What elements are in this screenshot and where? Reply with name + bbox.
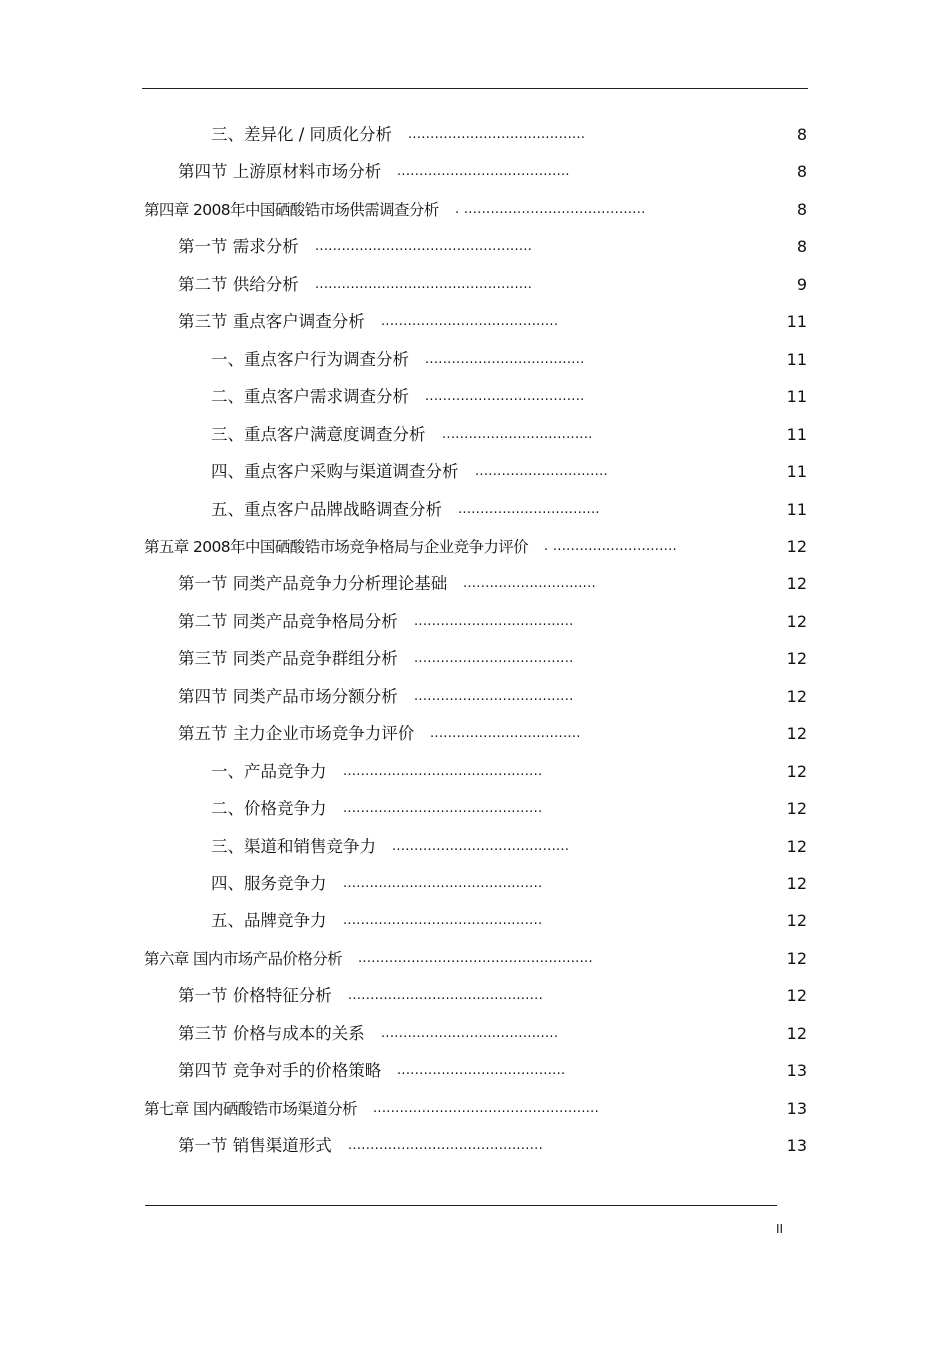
toc-entry-page: 11 (786, 387, 807, 407)
toc-entry-label: 第一节 同类产品竞争力分析理论基础 (178, 574, 448, 594)
toc-entry-label: 一、产品竞争力 (211, 761, 327, 781)
toc-entry[interactable] (0, 460, 950, 484)
toc-entry[interactable] (0, 909, 950, 933)
toc-entry-page: 8 (796, 162, 807, 182)
toc-entry-page: 13 (786, 1136, 807, 1156)
toc-entry-page: 12 (786, 911, 807, 931)
toc-entry-label: 一、重点客户行为调查分析 (211, 349, 409, 369)
toc-entry-page: 12 (786, 986, 807, 1006)
toc-entry-label: 第七章 国内硒酸锆市场渠道分析 (144, 1099, 357, 1118)
toc-entry[interactable] (0, 610, 950, 634)
toc-entry-leader-dots: ................................................. (315, 276, 533, 292)
toc-entry[interactable] (0, 835, 950, 859)
toc-entry-leader-dots: .................................... (414, 688, 574, 704)
toc-entry-label: 第二节 同类产品竞争格局分析 (178, 611, 398, 631)
toc-entry-leader-dots: ........................................ (392, 838, 570, 854)
toc-entry-leader-dots: ................................................... (373, 1100, 600, 1116)
toc-entry[interactable] (0, 385, 950, 409)
toc-entry[interactable] (0, 647, 950, 671)
toc-entry-leader-dots: .............................. (475, 464, 608, 480)
toc-entry[interactable] (0, 498, 950, 522)
toc-entry-label: 第一节 价格特征分析 (178, 986, 332, 1006)
toc-entry[interactable] (0, 535, 950, 559)
toc-entry-page: 9 (796, 274, 807, 294)
toc-entry-page: 12 (786, 724, 807, 744)
toc-entry-leader-dots: ........................................ (408, 127, 586, 142)
toc-entry-label: 二、价格竞争力 (211, 799, 327, 819)
toc-entry-label: 五、重点客户品牌战略调查分析 (211, 499, 442, 519)
toc-entry-leader-dots: .................................... (414, 613, 574, 629)
toc-entry[interactable] (0, 1097, 950, 1121)
toc-entry-label: 四、服务竞争力 (211, 874, 327, 893)
toc-entry-label: 三、渠道和销售竞争力 (211, 836, 376, 856)
toc-entry-leader-dots: ........................................ (381, 314, 559, 330)
toc-entry-leader-dots: .................................... (414, 651, 574, 667)
toc-entry[interactable] (0, 572, 950, 596)
toc-entry-page: 13 (786, 1098, 807, 1118)
toc-entry-label: 第五节 主力企业市场竞争力评价 (178, 724, 415, 744)
toc-entry[interactable] (0, 423, 950, 447)
toc-entry-label: 第一节 需求分析 (178, 237, 299, 257)
toc-entry-label: 第四节 上游原材料市场分析 (178, 162, 382, 182)
toc-entry-leader-dots: ....................................... (397, 164, 570, 180)
toc-entry-label: 第三节 重点客户调查分析 (178, 312, 365, 332)
toc-entry[interactable] (0, 273, 950, 297)
toc-entry-page: 12 (786, 874, 807, 893)
toc-entry-page: 12 (786, 836, 807, 856)
toc-entry-page: 12 (786, 761, 807, 781)
toc-entry-page: 12 (786, 536, 807, 556)
toc-entry-label: 第二节 供给分析 (178, 274, 299, 294)
toc-entry-label: 第五章 2008年中国硒酸锆市场竞争格局与企业竞争力评价 (144, 537, 529, 556)
toc-entry[interactable] (0, 947, 950, 971)
toc-entry-label: 第三节 同类产品竞争群组分析 (178, 649, 398, 669)
toc-entry-page: 8 (796, 199, 807, 219)
toc-entry-leader-dots: ............................................. (343, 913, 543, 929)
toc-entry[interactable] (0, 123, 950, 147)
toc-entry-leader-dots: ..................................................... (358, 950, 593, 966)
toc-entry-leader-dots: ............................................ (348, 988, 544, 1004)
toc-entry-label: 二、重点客户需求调查分析 (211, 387, 409, 407)
toc-entry[interactable] (0, 1022, 950, 1046)
toc-entry-page: 11 (786, 499, 807, 519)
toc-entry-leader-dots: ................................................. (315, 239, 533, 255)
toc-entry-leader-dots: .............................. (463, 576, 596, 592)
toc-entry-label: 第六章 国内市场产品价格分析 (144, 949, 343, 968)
toc-entry-label: 五、品牌竞争力 (211, 911, 327, 931)
toc-entry-page: 8 (796, 237, 807, 257)
toc-entry-page: 12 (786, 649, 807, 669)
toc-entry[interactable] (0, 797, 950, 821)
toc-entry[interactable] (0, 1059, 950, 1083)
toc-entry[interactable] (0, 235, 950, 259)
toc-entry-leader-dots: ............................................. (343, 763, 543, 779)
toc-entry-page: 12 (786, 686, 807, 706)
page-number: II (776, 1222, 784, 1236)
toc-entry-label: 第三节 价格与成本的关系 (178, 1023, 365, 1043)
toc-entry-leader-dots: ............................................. (343, 876, 543, 891)
toc-entry-leader-dots: . ............................ (544, 538, 677, 554)
toc-entry-label: 三、差异化 / 同质化分析 (211, 125, 393, 144)
toc-entry-leader-dots: ............................................. (343, 801, 543, 817)
toc-entry-leader-dots: .................................. (430, 726, 581, 742)
toc-entry-page: 11 (786, 349, 807, 369)
toc-entry-page: 11 (786, 462, 807, 482)
toc-entry-leader-dots: ...................................... (397, 1063, 566, 1079)
toc-entry-leader-dots: ................................ (458, 501, 600, 517)
toc-entry-leader-dots: .................................. (442, 426, 593, 442)
toc-entry-leader-dots: ............................................ (348, 1138, 544, 1154)
toc-entry-page: 8 (796, 125, 807, 144)
toc-entry[interactable] (0, 722, 950, 746)
toc-entry[interactable] (0, 872, 950, 896)
header-rule (142, 88, 808, 89)
toc-entry[interactable] (0, 198, 950, 222)
toc-entry-leader-dots: .................................... (425, 389, 585, 405)
toc-entry-leader-dots: ........................................ (381, 1025, 559, 1041)
toc-entry-label: 第四节 竞争对手的价格策略 (178, 1061, 382, 1081)
toc-entry-label: 第四节 同类产品市场分额分析 (178, 686, 398, 706)
toc-entry-leader-dots: .................................... (425, 351, 585, 367)
toc-entry[interactable] (0, 310, 950, 334)
toc-entry[interactable] (0, 760, 950, 784)
toc-entry-leader-dots: . ......................................... (455, 201, 646, 217)
toc-entry-label: 第一节 销售渠道形式 (178, 1136, 332, 1156)
toc-entry[interactable] (0, 1134, 950, 1158)
toc-entry-page: 11 (786, 312, 807, 332)
toc-entry[interactable] (0, 685, 950, 709)
toc-entry-page: 12 (786, 1023, 807, 1043)
toc-entry-page: 12 (786, 948, 807, 968)
toc-entry-label: 四、重点客户采购与渠道调查分析 (211, 462, 459, 482)
toc-entry[interactable] (0, 160, 950, 184)
toc-entry-page: 12 (786, 574, 807, 594)
toc-entry-page: 13 (786, 1061, 807, 1081)
toc-entry[interactable] (0, 348, 950, 372)
toc-entry-page: 12 (786, 799, 807, 819)
toc-entry-label: 第四章 2008年中国硒酸锆市场供需调查分析 (144, 200, 439, 219)
toc-entry-label: 三、重点客户满意度调查分析 (211, 424, 426, 444)
toc-entry-page: 11 (786, 424, 807, 444)
toc-entry-page: 12 (786, 611, 807, 631)
footer-rule (145, 1205, 777, 1206)
toc-entry[interactable] (0, 984, 950, 1008)
